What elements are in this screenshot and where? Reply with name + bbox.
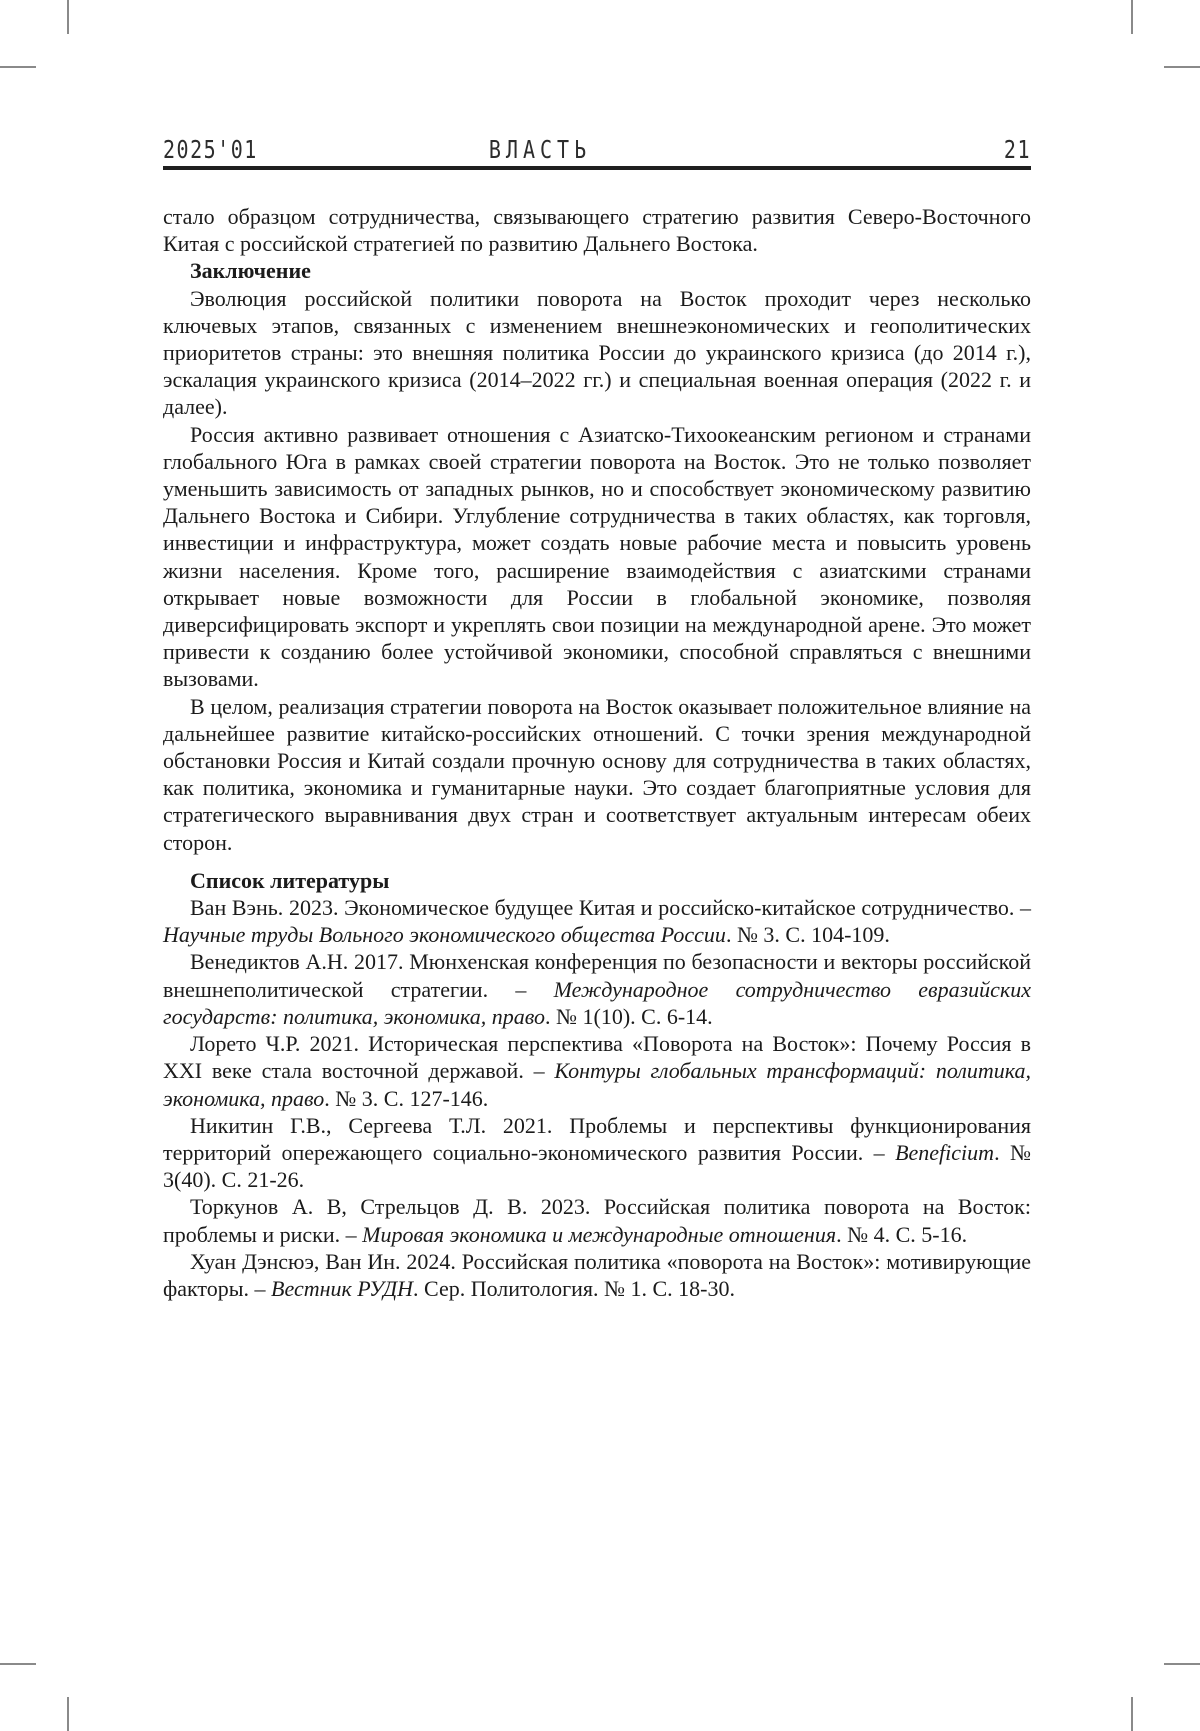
reference-source-title: Вестник РУДН [271, 1275, 413, 1301]
reference-text: Хуан Дэнсюэ, Ван Ин. 2024. Российская политика «поворота на Восток»: мотивирующие факторы. – [163, 1248, 1031, 1301]
reference-locator: . № 3(40). С. 21-26. [163, 1139, 1031, 1193]
reference-source-title: Контуры глобальных трансформаций: политика, экономика, право [163, 1058, 1031, 1111]
body-paragraph: Эволюция российской политики поворота на Восток проходит через несколько ключевых этапов, связанных с изменением внешнеэкономических и геополитических приоритетов страны: это внешняя политика России до украинского кризиса (до 2014 г.), эскалация украинского кризиса (2014–2022 гг.) и специальная военная операция (2022 г. и далее). [163, 285, 1031, 420]
reference-source-title: Мировая экономика и международные отношения [362, 1221, 837, 1247]
reference-source-title: Научные труды Вольного экономического общества России [163, 922, 726, 948]
crop-mark-top-right-vertical [1131, 0, 1133, 34]
body-paragraph: В целом, реализация стратегии поворота на Восток оказывает положительное влияние на дальнейшее развитие китайско-российских отношений. С точки зрения международной обстановки Россия и Китай создали прочную основу для сотрудничества в таких областях, как политика, экономика и гуманитарные науки. Это создает благоприятные условия для стратегического выравнивания двух стран и соответствует актуальным интересам обеих сторон. [163, 693, 1031, 855]
reference-text: Лорето Ч.Р. 2021. Историческая перспектива «Поворота на Восток»: Почему Россия в XXI веке стала восточной державой. – [163, 1031, 1031, 1084]
conclusion-heading: Заключение [190, 258, 311, 284]
reference-locator: . № 3. С. 104-109. [725, 922, 890, 948]
body-paragraph-continuation: стало образцом сотрудничества, связывающего стратегию развития Северо-Восточного Китая с российской стратегией по развитию Дальнего Востока. [163, 204, 1031, 257]
reference-entry [163, 1112, 1031, 1194]
reference-text: Торкунов А. В, Стрельцов Д. В. 2023. Российская политика поворота на Восток: проблемы и риски. – [163, 1194, 1031, 1247]
reference-locator: . № 1(10). С. 6-14. [545, 1003, 713, 1029]
references-list [163, 894, 1031, 1302]
reference-entry [163, 894, 1031, 948]
page-content [163, 0, 1031, 1731]
journal-title: ВЛАСТЬ [488, 134, 592, 164]
crop-mark-bottom-right-horizontal [1164, 1663, 1200, 1665]
reference-locator: . Сер. Политология. № 1. С. 18-30. [413, 1275, 735, 1301]
crop-mark-bottom-right-vertical [1131, 1697, 1133, 1731]
reference-locator: . № 3. С. 127-146. [324, 1085, 489, 1111]
reference-text: Венедиктов А.Н. 2017. Мюнхенская конференция по безопасности и векторы российской внешнеполитической стратегии. – [163, 949, 1031, 1002]
crop-mark-top-left-vertical [67, 0, 69, 34]
reference-source-title: Beneficium [895, 1139, 995, 1165]
page-number: 21 [1003, 134, 1031, 164]
reference-entry [163, 1248, 1031, 1302]
crop-mark-top-left-horizontal [0, 66, 36, 68]
header-rule [163, 166, 1031, 170]
reference-entry [163, 1193, 1031, 1247]
reference-text: Ван Вэнь. 2023. Экономическое будущее Китая и российско-китайское сотрудничество. – [190, 895, 1031, 921]
reference-text: Никитин Г.В., Сергеева Т.Л. 2021. Проблемы и перспективы функционирования территорий опережающего социально-экономического развития России. – [163, 1112, 1031, 1165]
crop-mark-bottom-left-horizontal [0, 1663, 36, 1665]
article-text [163, 203, 1031, 1302]
issue-label: 2025'01 [163, 134, 258, 164]
crop-mark-top-right-horizontal [1164, 66, 1200, 68]
reference-entry [163, 1030, 1031, 1112]
references-heading: Список литературы [190, 867, 390, 893]
crop-mark-bottom-left-vertical [67, 1697, 69, 1731]
reference-source-title: Международное сотрудничество евразийских государств: политика, экономика, право [163, 976, 1032, 1029]
reference-entry [163, 948, 1031, 1030]
running-head [163, 134, 1031, 164]
body-paragraph: Россия активно развивает отношения с Азиатско-Тихоокеанским регионом и странами глобального Юга в рамках своей стратегии поворота на Восток. Это не только позволяет уменьшить зависимость от западных рынков, но и способствует экономическому развитию Дальнего Востока и Сибири. Углубление сотрудничества в таких областях, как торговля, инвестиции и инфраструктура, может создать новые рабочие места и повысить уровень жизни населения. Кроме того, расширение взаимодействия с азиатскими странами открывает новые возможности для России в глобальной экономике, позволяя диверсифицировать экспорт и укреплять свои позиции на международной арене. Это может привести к созданию более устойчивой экономики, способной справляться с внешними вызовами. [163, 421, 1031, 692]
reference-locator: . № 4. С. 5-16. [836, 1221, 968, 1247]
